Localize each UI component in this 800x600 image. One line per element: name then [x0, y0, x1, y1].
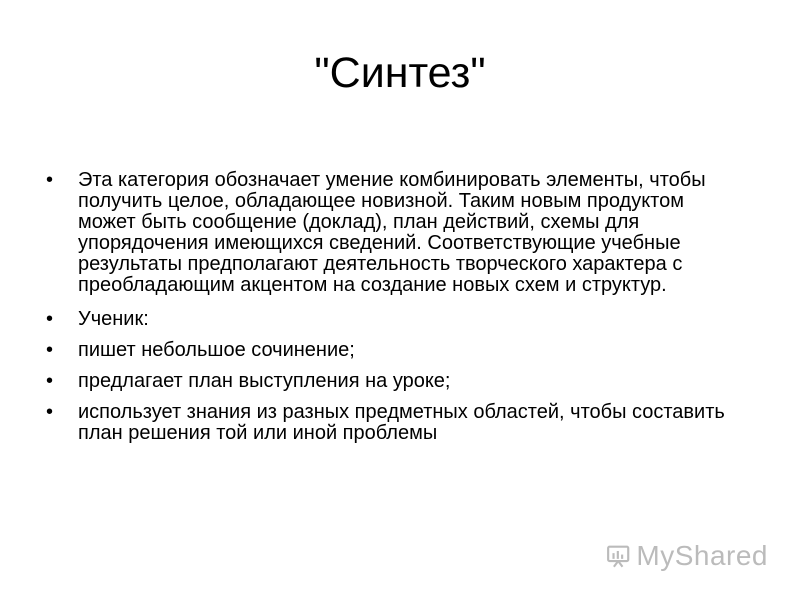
- bullet-item: [46, 371, 736, 392]
- watermark-text: MyShared: [636, 540, 768, 571]
- bullet-item: [46, 170, 736, 296]
- myshared-watermark: [606, 536, 768, 576]
- bullet-dot: •: [46, 308, 54, 330]
- bullet-dot: •: [46, 370, 54, 392]
- bullet-dot: •: [46, 339, 54, 361]
- bullet-text: Эта категория обозначает умение комбинировать элементы, чтобы получить целое, обладающее новизной. Таким новым продуктом может быть сообщение (доклад), план действий, схемы для упорядочения имеющихся сведений. Соответствующие учебные результаты предполагают деятельность творческого характера с преобладающим акцентом на создание новых схем и структур.: [78, 169, 706, 296]
- bullet-text: использует знания из разных предметных областей, чтобы составить план решения той или иной проблемы: [78, 401, 725, 444]
- bullet-list: [46, 170, 736, 454]
- bullet-item: [46, 309, 736, 330]
- bullet-text: предлагает план выступления на уроке;: [78, 370, 451, 392]
- bullet-dot: •: [46, 401, 54, 423]
- bullet-dot: •: [46, 169, 54, 191]
- bullet-item: [46, 402, 736, 444]
- bullet-text: Ученик:: [78, 308, 149, 330]
- bullet-text: пишет небольшое сочинение;: [78, 339, 355, 361]
- slide-title: "Синтез": [314, 49, 486, 97]
- bullet-item: [46, 340, 736, 361]
- presentation-board-icon: [606, 539, 630, 573]
